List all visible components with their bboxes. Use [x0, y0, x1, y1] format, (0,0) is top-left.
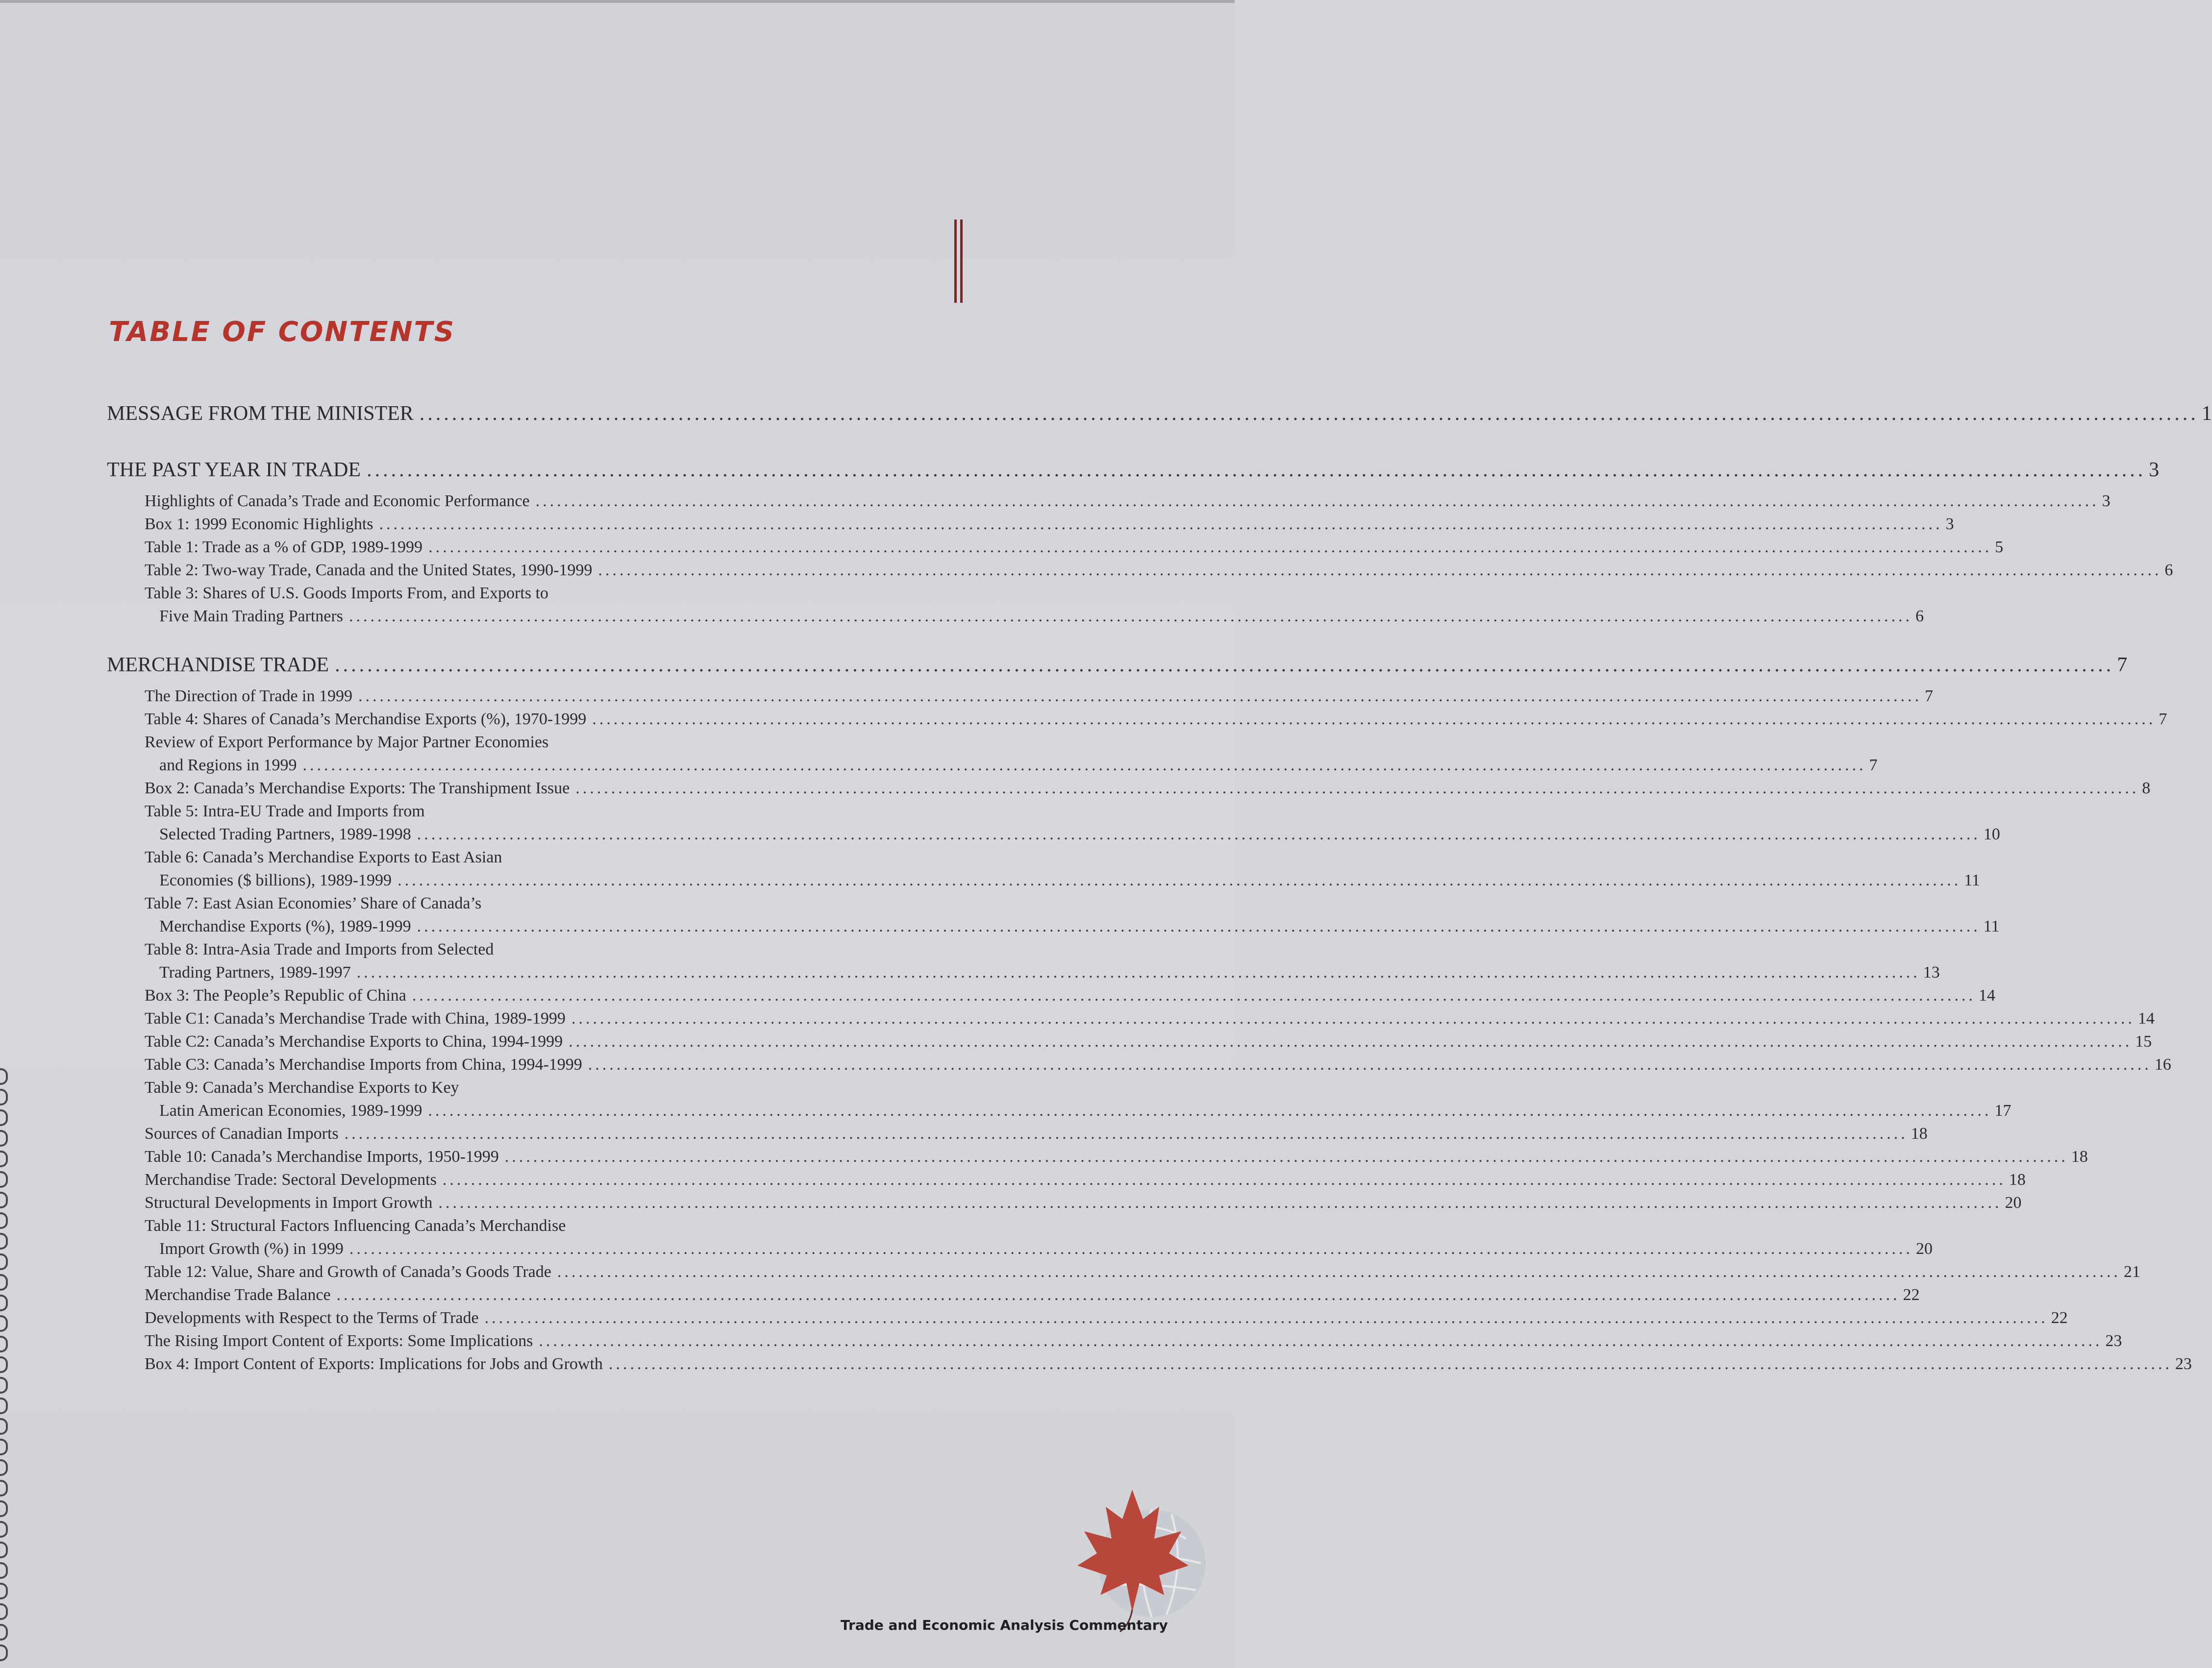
- toc-page-number: 16: [2154, 1055, 2171, 1074]
- dot-leader: ............................................................................................................................................................................................................................: [367, 459, 2146, 481]
- toc-page-number: 7: [2117, 654, 2128, 676]
- dot-leader: ............................................................................................................................................................................................................................: [302, 756, 1866, 774]
- toc-entry-title: Table 1: Trade as a % of GDP, 1989-1999: [145, 538, 423, 556]
- toc-entry: [159, 1240, 1933, 1258]
- toc-page-number: 11: [1964, 871, 1980, 889]
- toc-entry: [145, 1286, 1920, 1304]
- toc-entry: [145, 1332, 2122, 1350]
- toc-entry: [159, 607, 1924, 626]
- toc-entry: [159, 825, 2000, 844]
- toc-entry-title: Highlights of Canada’s Trade and Economic Performance: [145, 492, 530, 510]
- toc-entry: [145, 1171, 2026, 1189]
- dot-leader: ............................................................................................................................................................................................................................: [442, 1171, 2006, 1189]
- dot-leader: ............................................................................................................................................................................................................................: [348, 607, 1913, 625]
- binding-coil: [0, 1603, 8, 1620]
- toc-entry-line: Table 8: Intra-Asia Trade and Imports from Selected: [145, 940, 494, 958]
- toc-page-number: 1: [2201, 402, 2212, 425]
- toc-entry-title: The Rising Import Content of Exports: Some Implications: [145, 1332, 533, 1350]
- dot-leader: ............................................................................................................................................................................................................................: [592, 710, 2156, 728]
- dot-leader: ............................................................................................................................................................................................................................: [356, 963, 1920, 981]
- table-of-contents-title: TABLE OF CONTENTS: [109, 316, 456, 348]
- publication-name: Trade and Economic Analysis Commentary: [841, 1617, 1168, 1633]
- toc-page-number: 18: [2009, 1171, 2026, 1189]
- toc-entry: [159, 1102, 2012, 1120]
- toc-entry-title: Latin American Economies, 1989-1999: [159, 1102, 423, 1120]
- toc-page-number: 11: [1983, 917, 2000, 935]
- toc-entry-title: Table C1: Canada’s Merchandise Trade with China, 1989-1999: [145, 1009, 566, 1028]
- dot-leader: ............................................................................................................................................................................................................................: [358, 687, 1922, 705]
- toc-entry-title: Developments with Respect to the Terms of Trade: [145, 1309, 479, 1327]
- toc-entry-title: Selected Trading Partners, 1989-1998: [159, 825, 411, 843]
- toc-entry: [145, 1194, 2022, 1212]
- toc-entry-line: Table 5: Intra-EU Trade and Imports from: [145, 802, 425, 820]
- toc-entry-title: Box 1: 1999 Economic Highlights: [145, 515, 373, 533]
- binding-coil: [0, 1459, 8, 1476]
- toc-page-number: 3: [2102, 492, 2111, 510]
- toc-entry-line: Table 11: Structural Factors Influencing Canada’s Merchandise: [145, 1217, 566, 1235]
- toc-entry-title: The Direction of Trade in 1999: [145, 687, 352, 705]
- dot-leader: ............................................................................................................................................................................................................................: [428, 1102, 1992, 1120]
- accent-bars: [954, 220, 964, 303]
- toc-entry-title: Five Main Trading Partners: [159, 607, 343, 625]
- binding-coil: [0, 1480, 8, 1496]
- dot-leader: ............................................................................................................................................................................................................................: [571, 1009, 2135, 1028]
- toc-entry: [159, 963, 1940, 982]
- toc-page-number: 15: [2135, 1032, 2152, 1051]
- maple-leaf-globe-logo: [1059, 1485, 1216, 1632]
- toc-entry-title: THE PAST YEAR IN TRADE: [107, 459, 361, 481]
- toc-section-entry: [107, 402, 2212, 425]
- toc-page-number: 10: [1983, 825, 2000, 843]
- toc-entry: [145, 779, 2151, 798]
- toc-entry-title: Sources of Canadian Imports: [145, 1125, 339, 1143]
- binding-coil: [0, 1500, 8, 1517]
- toc-entry: [145, 1355, 2192, 1374]
- toc-entry-title: Import Growth (%) in 1999: [159, 1240, 344, 1258]
- toc-entry: [145, 1148, 2088, 1166]
- dot-leader: ............................................................................................................................................................................................................................: [438, 1194, 2002, 1212]
- toc-entry-line: Review of Export Performance by Major Partner Economies: [145, 733, 549, 751]
- toc-entry-title: Structural Developments in Import Growth: [145, 1194, 433, 1212]
- toc-entry: [159, 871, 1980, 890]
- dot-leader: ............................................................................................................................................................................................................................: [539, 1332, 2103, 1350]
- toc-entry-title: and Regions in 1999: [159, 756, 297, 774]
- toc-page-number: 8: [2142, 779, 2151, 797]
- toc-entry: [145, 538, 2004, 557]
- toc-entry-title: Box 2: Canada’s Merchandise Exports: The Transhipment Issue: [145, 779, 570, 797]
- toc-entry: [145, 1009, 2155, 1028]
- toc-entry-title: Table 10: Canada’s Merchandise Imports, 1950-1999: [145, 1148, 499, 1166]
- toc-entry: [145, 515, 1954, 534]
- toc-page-number: 20: [2005, 1194, 2022, 1212]
- toc-section-entry: [107, 458, 2160, 482]
- toc-entry: [145, 561, 2173, 580]
- toc-entry: [145, 1125, 1928, 1143]
- toc-entry: [145, 687, 1933, 706]
- toc-entry-title: Table C2: Canada’s Merchandise Exports to China, 1994-1999: [145, 1032, 563, 1051]
- dot-leader: ............................................................................................................................................................................................................................: [398, 871, 1962, 889]
- binding-coil: [0, 1644, 8, 1661]
- toc-entry-title: Table 4: Shares of Canada’s Merchandise Exports (%), 1970-1999: [145, 710, 587, 728]
- binding-coil: [0, 1562, 8, 1579]
- toc-entry: [159, 917, 2000, 936]
- toc-page-number: 23: [2175, 1355, 2192, 1373]
- toc-entry: [145, 492, 2111, 511]
- toc-page-number: 21: [2123, 1263, 2140, 1281]
- toc-entry: [145, 986, 1995, 1005]
- toc-entry: [145, 1309, 2068, 1327]
- toc-entry-title: Box 3: The People’s Republic of China: [145, 986, 406, 1005]
- dot-leader: ............................................................................................................................................................................................................................: [336, 1286, 1900, 1304]
- binding-coil: [0, 1583, 8, 1599]
- toc-entry: [159, 756, 1878, 775]
- toc-page-number: 13: [1923, 963, 1940, 981]
- binding-coil: [0, 1521, 8, 1538]
- toc-page-number: 5: [1995, 538, 2004, 556]
- toc-page-number: 18: [2071, 1148, 2088, 1166]
- dot-leader: ............................................................................................................................................................................................................................: [419, 402, 2199, 425]
- toc-entry-title: Table C3: Canada’s Merchandise Imports from China, 1994-1999: [145, 1055, 582, 1074]
- toc-page-number: 22: [1903, 1286, 1920, 1304]
- binding-coil: [0, 1439, 8, 1455]
- toc-entry-title: MESSAGE FROM THE MINISTER: [107, 402, 414, 425]
- binding-coil: [0, 1542, 8, 1558]
- toc-page-number: 6: [2164, 561, 2173, 579]
- dot-leader: ............................................................................................................................................................................................................................: [575, 779, 2139, 797]
- dot-leader: ............................................................................................................................................................................................................................: [608, 1355, 2172, 1373]
- dot-leader: ............................................................................................................................................................................................................................: [588, 1055, 2152, 1074]
- toc-entry-title: Merchandise Trade: Sectoral Developments: [145, 1171, 437, 1189]
- toc-entry: [145, 1032, 2152, 1051]
- toc-page-number: 3: [1945, 515, 1954, 533]
- toc-entry-line: Table 7: East Asian Economies’ Share of Canada’s: [145, 894, 482, 912]
- dot-leader: ............................................................................................................................................................................................................................: [557, 1263, 2121, 1281]
- dot-leader: ............................................................................................................................................................................................................................: [417, 917, 1981, 935]
- dot-leader: ............................................................................................................................................................................................................................: [428, 538, 1992, 556]
- dot-leader: ............................................................................................................................................................................................................................: [569, 1032, 2133, 1051]
- toc-page-number: 7: [1869, 756, 1878, 774]
- toc-entry-title: Table 2: Two-way Trade, Canada and the United States, 1990-1999: [145, 561, 593, 579]
- toc-entry-title: Table 12: Value, Share and Growth of Canada’s Goods Trade: [145, 1263, 551, 1281]
- toc-page-number: 6: [1915, 607, 1924, 625]
- toc-page-number: 23: [2105, 1332, 2122, 1350]
- toc-entry-line: Table 9: Canada’s Merchandise Exports to Key: [145, 1079, 459, 1097]
- toc-page-number: 18: [1911, 1125, 1928, 1143]
- binding-coil: [0, 1624, 8, 1641]
- toc-page-number: 20: [1915, 1240, 1933, 1258]
- dot-leader: ............................................................................................................................................................................................................................: [335, 654, 2114, 676]
- toc-section-entry: [107, 653, 2128, 677]
- dot-leader: ............................................................................................................................................................................................................................: [535, 492, 2099, 510]
- dot-leader: ............................................................................................................................................................................................................................: [484, 1309, 2048, 1327]
- toc-entry: [145, 1263, 2140, 1281]
- dot-leader: ............................................................................................................................................................................................................................: [349, 1240, 1913, 1258]
- dot-leader: ............................................................................................................................................................................................................................: [412, 986, 1976, 1005]
- toc-page-number: 17: [1994, 1102, 2012, 1120]
- toc-entry-title: Box 4: Import Content of Exports: Implications for Jobs and Growth: [145, 1355, 603, 1373]
- toc-entry: [145, 710, 2167, 729]
- toc-entry-title: Economies ($ billions), 1989-1999: [159, 871, 392, 889]
- toc-entry-line: Table 3: Shares of U.S. Goods Imports From, and Exports to: [145, 584, 548, 602]
- dot-leader: ............................................................................................................................................................................................................................: [598, 561, 2162, 579]
- toc-page-number: 7: [2159, 710, 2167, 728]
- toc-page-number: 7: [1925, 687, 1933, 705]
- toc-page-number: 14: [2137, 1009, 2155, 1028]
- toc-entry-title: Merchandise Trade Balance: [145, 1286, 331, 1304]
- toc-entry-title: Merchandise Exports (%), 1989-1999: [159, 917, 411, 935]
- toc-entry: [145, 1055, 2171, 1074]
- toc-entry-title: MERCHANDISE TRADE: [107, 654, 329, 676]
- toc-page-number: 22: [2051, 1309, 2068, 1327]
- dot-leader: ............................................................................................................................................................................................................................: [504, 1148, 2068, 1166]
- toc-entry-line: Table 6: Canada’s Merchandise Exports to East Asian: [145, 848, 502, 866]
- toc-entry-title: Trading Partners, 1989-1997: [159, 963, 351, 981]
- toc-page-number: 14: [1978, 986, 1995, 1005]
- dot-leader: ............................................................................................................................................................................................................................: [417, 825, 1981, 843]
- toc-page-number: 3: [2149, 459, 2160, 481]
- dot-leader: ............................................................................................................................................................................................................................: [344, 1125, 1908, 1143]
- dot-leader: ............................................................................................................................................................................................................................: [379, 515, 1943, 533]
